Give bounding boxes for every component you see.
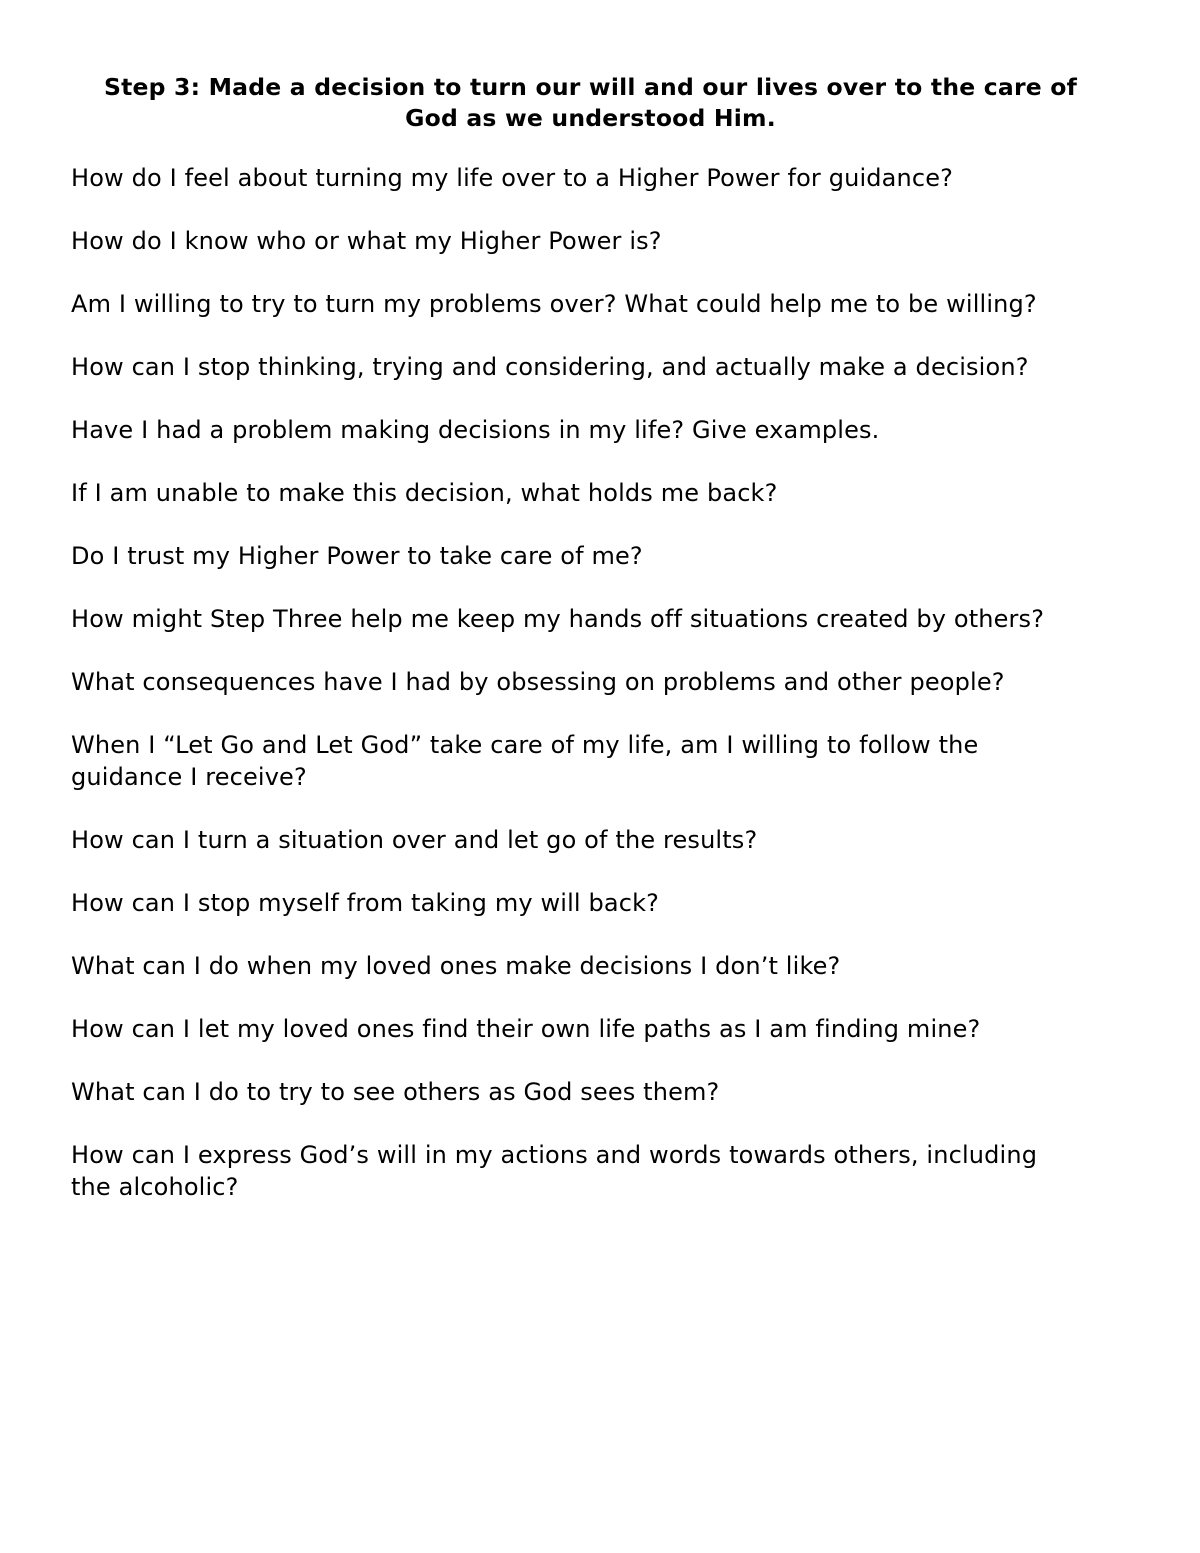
question-list	[71, 162, 1110, 1203]
question-item: How can I let my loved ones find their own life paths as I am finding mine?	[71, 1015, 981, 1043]
question-item: How can I stop thinking, trying and considering, and actually make a decision?	[71, 353, 1029, 381]
question-item: What can I do when my loved ones make decisions I don’t like?	[71, 952, 841, 980]
question-item: How can I express God’s will in my actions and words towards others, including the alcoholic?	[71, 1141, 1038, 1201]
question-item: What consequences have I had by obsessing on problems and other people?	[71, 668, 1005, 696]
question-item: If I am unable to make this decision, what holds me back?	[71, 479, 778, 507]
question-item: How can I stop myself from taking my will back?	[71, 889, 660, 917]
question-item: When I “Let Go and Let God” take care of my life, am I willing to follow the guidance I receive?	[71, 731, 979, 791]
page-title: Step 3: Made a decision to turn our will and our lives over to the care of God as we understood Him.	[103, 73, 1078, 132]
question-item: How do I know who or what my Higher Power is?	[71, 227, 662, 255]
question-item: How do I feel about turning my life over to a Higher Power for guidance?	[71, 164, 954, 192]
question-item: How might Step Three help me keep my hands off situations created by others?	[71, 605, 1045, 633]
question-item: Have I had a problem making decisions in my life? Give examples.	[71, 416, 880, 444]
question-item: Do I trust my Higher Power to take care of me?	[71, 542, 643, 570]
question-item: What can I do to try to see others as God sees them?	[71, 1078, 720, 1106]
question-item: How can I turn a situation over and let go of the results?	[71, 826, 758, 854]
question-item: Am I willing to try to turn my problems over? What could help me to be willing?	[71, 290, 1037, 318]
